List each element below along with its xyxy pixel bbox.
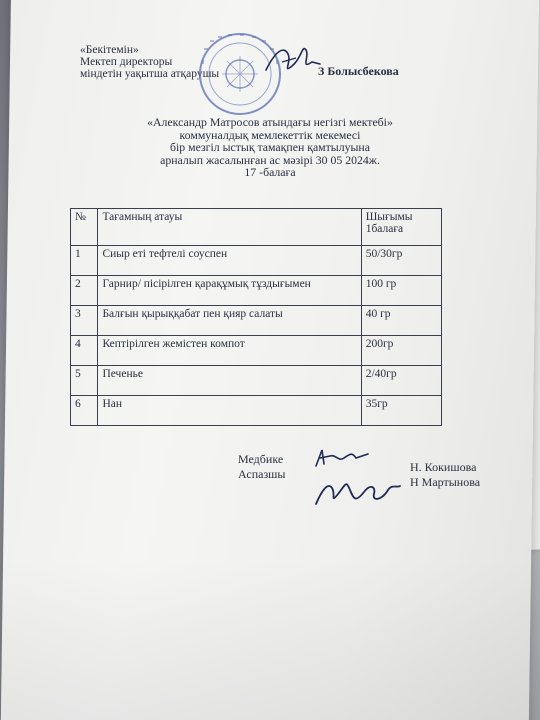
approval-line-2: міндетін уақытша атқарушы xyxy=(80,68,220,80)
row-number: 4 xyxy=(71,336,98,366)
header-dish-name: Тағамның атауы xyxy=(98,209,361,246)
role-cook: Аспазшы xyxy=(238,467,286,481)
approval-line-1: Мектеп директоры xyxy=(80,56,173,68)
table-row xyxy=(71,306,442,336)
heading-line-4: арналып жасалынған ас мәзірі 30 05 2024ж. xyxy=(160,152,380,167)
heading-line-3: бір мезгіл ыстық тамақпен қамтылуына xyxy=(170,140,370,154)
document-heading xyxy=(120,116,420,179)
approval-title: «Бекітемін» xyxy=(80,44,139,56)
row-output: 35гр xyxy=(361,396,441,426)
row-number: 5 xyxy=(71,366,98,396)
heading-line-5: 17 -балаға xyxy=(244,165,296,179)
row-number: 3 xyxy=(71,306,98,336)
table-header-row xyxy=(71,209,442,246)
menu-table xyxy=(70,208,442,426)
row-dish-name: Сиыр еті тефтелі соуспен xyxy=(98,246,361,276)
director-signature xyxy=(262,40,322,80)
header-output-line-1: Шығымы xyxy=(365,211,413,223)
row-output: 100 гр xyxy=(361,276,441,306)
row-dish-name: Нан xyxy=(98,396,361,426)
row-number: 2 xyxy=(71,276,98,306)
heading-line-1: «Александр Матросов атындағы негізгі мектебі» xyxy=(147,115,393,129)
cook-signature xyxy=(312,470,404,508)
header-output-line-2: 1балаға xyxy=(365,223,404,235)
table-row xyxy=(71,336,442,366)
heading-line-2: коммуналдық мемлекеттік мекемесі xyxy=(179,127,361,142)
row-dish-name: Балғын қырыққабат пен қияр салаты xyxy=(98,306,361,336)
header-number: № xyxy=(71,209,98,246)
signature-roles xyxy=(238,452,285,482)
table-row xyxy=(71,276,442,306)
row-number: 6 xyxy=(71,396,98,426)
table-row xyxy=(71,396,442,426)
row-dish-name: Печенье xyxy=(98,366,361,396)
role-nurse: Медбике xyxy=(238,452,284,466)
row-number: 1 xyxy=(71,246,98,276)
row-dish-name: Гарнир/ пісірілген қарақұмық тұздығымен xyxy=(98,276,361,306)
header-output xyxy=(361,209,441,246)
row-dish-name: Кептірілген жемістен компот xyxy=(98,336,361,366)
table-row xyxy=(71,246,442,276)
row-output: 50/30гр xyxy=(361,246,441,276)
signature-names xyxy=(410,460,480,490)
row-output: 200гр xyxy=(361,336,441,366)
director-name: З Болысбекова xyxy=(318,64,399,78)
row-output: 40 гр xyxy=(361,306,441,336)
row-output: 2/40гр xyxy=(361,366,441,396)
name-cook: Н Мартынова xyxy=(410,475,481,489)
name-nurse: Н. Кокишова xyxy=(410,460,477,474)
table-row xyxy=(71,366,442,396)
